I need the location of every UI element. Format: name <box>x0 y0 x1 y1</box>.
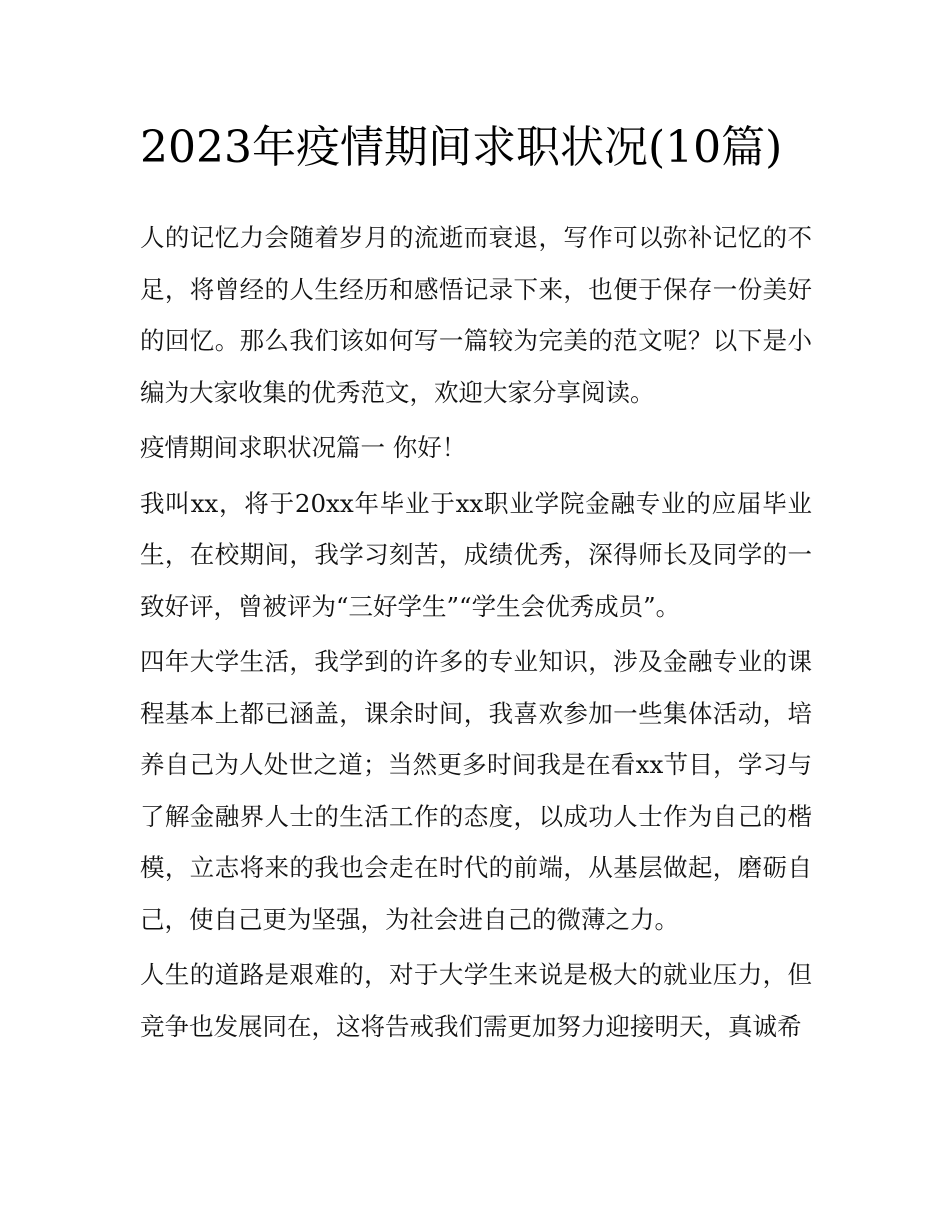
paragraph-self-introduction: 我叫xx，将于20xx年毕业于xx职业学院金融专业的应届毕业生，在校期间，我学习刻苦，成绩优秀，深得师长及同学的一致好评，曾被评为“三好学生”“学生会优秀成员”。 <box>140 488 812 621</box>
paragraph-university-life: 四年大学生活，我学到的许多的专业知识，涉及金融专业的课程基本上都已涵盖，课余时间，我喜欢参加一些集体活动，培养自己为人处世之道；当然更多时间我是在看xx节目，学习与了解金融界人士的生活工作的态度，以成功人士作为自己的楷模，立志将来的我也会走在时代的前端，从基层做起，磨砺自己，使自己更为坚强，为社会进自己的微薄之力。 <box>140 647 812 934</box>
paragraph-section-heading: 疫情期间求职状况篇一 你好！ <box>140 433 467 462</box>
document-body <box>140 112 812 1056</box>
paragraph-intro: 人的记忆力会随着岁月的流逝而衰退，写作可以弥补记忆的不足，将曾经的人生经历和感悟记录下来，也便于保存一份美好的回忆。那么我们该如何写一篇较为完美的范文呢？以下是小编为大家收集的优秀范文，欢迎大家分享阅读。 <box>140 223 812 407</box>
paragraph-career-outlook: 人生的道路是艰难的，对于大学生来说是极大的就业压力，但竞争也发展同在，这将告戒我们需更加努力迎接明天，真诚希 <box>140 960 812 1041</box>
document-title: 2023年疫情期间求职状况(10篇) <box>140 122 783 173</box>
